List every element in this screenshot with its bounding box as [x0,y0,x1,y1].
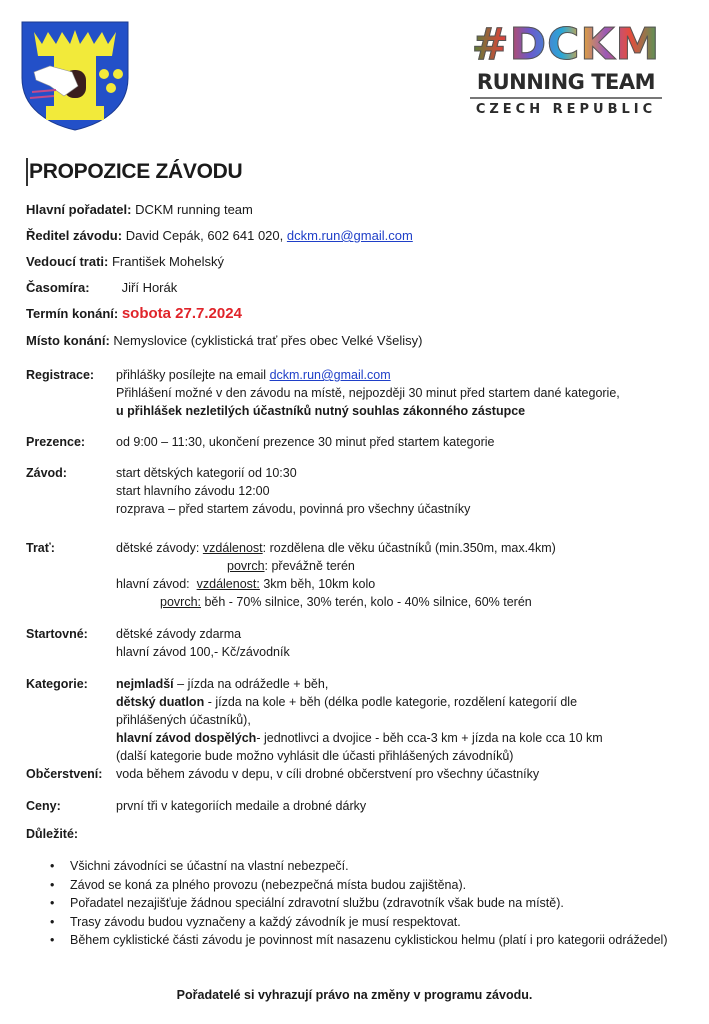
info-value: František Mohelský [111,254,224,269]
info-value: Nemyslovice (cyklistická trať přes obec Velké Všelisy) [113,333,423,348]
main-distance-label: vzdálenost: [196,577,260,591]
track-kids-surface [227,557,355,575]
track-main-surface [160,593,532,611]
registration-line-1 [116,366,391,384]
important-text: Závod se koná za plného provozu (nebezpečná místa budou zajištěna). [70,877,467,892]
coat-of-arms-icon [20,20,130,132]
info-label: Vedoucí trati: [26,254,109,269]
category-youngest [116,675,328,693]
important-label: Důležité: [26,827,79,841]
bullet-icon: • [50,877,55,892]
refreshments-value: voda během závodu v depu, v cíli drobné občerstvení pro všechny účastníky [116,767,540,781]
important-text: Všichni závodníci se účastní na vlastní nebezpečí. [70,859,349,873]
bullet-icon: • [50,896,55,910]
director-email-link[interactable]: dckm.run@gmail.com [286,228,413,243]
info-label: Termín konání: [26,306,119,321]
main-surface-label: povrch: [160,595,201,609]
info-location [26,332,422,350]
category-desc: – jízda na odrážedle + běh, [173,677,329,691]
track-kids-prefix: dětské závody: [116,541,200,555]
race-line: start dětských kategorií od 10:30 [116,466,297,480]
track-main-distance [116,575,375,593]
info-track-manager [26,253,224,271]
registration-label: Registrace: [26,368,95,382]
info-label: Časomíra: [26,280,90,295]
track-label: Trať: [26,541,55,555]
important-text: Během cyklistické části závodu je povinnost mít nasazenu cyklistickou helmu (platí i pro kategorii odrážedel) [70,933,668,947]
bullet-icon: • [50,914,55,929]
info-value: David Cepák, 602 641 020, [125,228,284,243]
category-desc: - jízda na kole + běh (délka podle kategorie, rozdělení kategorií dle [204,695,578,709]
info-date [26,305,242,323]
important-text: Pořadatel nezajišťuje žádnou speciální zdravotní službu (zdravotník však bude na místě). [70,896,564,910]
refreshments-label: Občerstvení: [26,767,103,781]
category-main-adults [116,729,603,747]
info-label: Místo konání: [26,333,110,348]
logo-czech-republic: CZECH REPUBLIC [475,102,657,117]
kids-surface-value: : převážně terén [264,559,355,573]
info-organizer [26,201,253,219]
presence-value: od 9:00 – 11:30, ukončení prezence 30 minut před startem kategorie [116,435,495,449]
presence-label: Prezence: [26,435,86,449]
info-timing [26,279,177,297]
kids-distance-value: : rozdělena dle věku účastníků (min.350m, max.4km) [262,541,556,555]
footer-note: Pořadatelé si vyhrazují právo na změny v programu závodu. [176,988,533,1002]
entry-fee-line: dětské závody zdarma [116,627,242,641]
registration-line-2: Přihlášení možné v den závodu na místě, nejpozději 30 minut před startem dané kategorie, [116,386,620,400]
distance-label: vzdálenost [202,541,263,555]
info-value: DCKM running team [135,202,253,217]
category-kids-duathlon [116,693,577,711]
entry-fee-line: hlavní závod 100,- Kč/závodník [116,645,290,659]
track-kids-distance [116,539,556,557]
categories-label: Kategorie: [26,677,88,691]
prizes-value: první tři v kategoriích medaile a drobné dárky [116,799,367,813]
registration-line-3: u přihlášek nezletilých účastníků nutný souhlas zákonného zástupce [116,404,526,418]
important-item [50,876,700,895]
registration-email-link[interactable]: dckm.run@gmail.com [269,368,391,382]
important-text: Trasy závodu budou vyznačeny a každý závodník je musí respektovat. [70,914,461,929]
important-item [50,913,700,932]
important-item [50,894,700,913]
race-line: rozprava – před startem závodu, povinná pro všechny účastníky [116,502,471,516]
dckm-running-team-logo [466,20,666,120]
race-label: Závod: [26,466,67,480]
bullet-icon: • [50,933,55,947]
info-label: Hlavní pořadatel: [26,202,132,217]
logo-running-team: RUNNING TEAM [476,70,656,94]
important-item [50,931,700,950]
important-item [50,857,700,876]
category-note: (další kategorie bude možno vyhlásit dle účasti přihlášených závodníků) [116,749,514,763]
category-name: hlavní závod dospělých [116,731,257,745]
category-desc: - jednotlivci a dvojice - běh cca-3 km + jízda na kole cca 10 km [256,731,603,745]
info-label: Ředitel závodu: [26,228,123,243]
race-line: start hlavního závodu 12:00 [116,484,270,498]
track-main-prefix: hlavní závod: [116,577,190,591]
registration-text: přihlášky posílejte na email [116,368,267,382]
main-surface-value: běh - 70% silnice, 30% terén, kolo - 40% silnice, 60% terén [201,595,532,609]
important-list [50,857,700,950]
surface-label: povrch [227,559,265,573]
page-title: PROPOZICE ZÁVODU [26,158,242,186]
entry-fee-label: Startovné: [26,627,88,641]
race-date: sobota 27.7.2024 [121,305,242,322]
logo-divider [470,97,662,99]
main-distance-value: 3km běh, 10km kolo [259,577,376,591]
category-kids-duathlon-cont: přihlášených účastníků), [116,713,251,727]
info-director [26,227,413,245]
logo-hashtag: #DCKM [466,20,666,70]
prizes-label: Ceny: [26,799,61,813]
category-name: nejmladší [116,677,174,691]
info-value: Jiří Horák [121,280,178,295]
bullet-icon: • [50,859,55,873]
category-name: dětský duatlon [116,695,205,709]
